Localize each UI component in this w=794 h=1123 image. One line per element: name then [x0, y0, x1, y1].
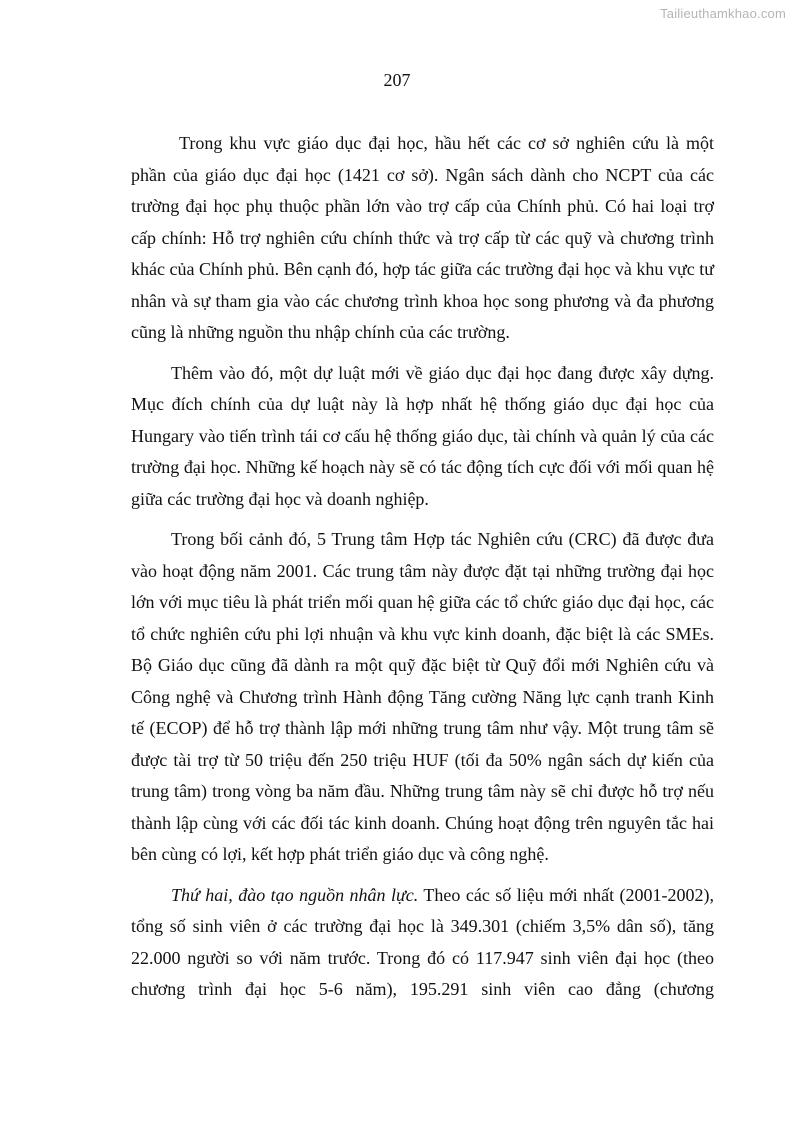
paragraph-1: Trong khu vực giáo dục đại học, hầu hết các cơ sở nghiên cứu là một phần của giáo dục đại học (1421 cơ sở). Ngân sách dành cho NCPT của các trường đại học phụ thuộc phần lớn vào trợ cấp của Chính phủ. Có hai loại trợ cấp chính: Hỗ trợ nghiên cứu chính thức và trợ cấp từ các quỹ và chương trình khác của Chính phủ. Bên cạnh đó, hợp tác giữa các trường đại học và khu vực tư nhân và sự tham gia vào các chương trình khoa học song phương và đa phương cũng là những nguồn thu nhập chính của các trường.	[131, 133, 714, 342]
paragraph-4	[131, 880, 714, 1006]
document-body	[131, 128, 714, 1006]
paragraph-2: Thêm vào đó, một dự luật mới về giáo dục đại học đang được xây dựng. Mục đích chính của dự luật này là hợp nhất hệ thống giáo dục đại học của Hungary vào tiến trình tái cơ cấu hệ thống giáo dục, tài chính và quản lý của các trường đại học. Những kế hoạch này sẽ có tác động tích cực đối với mối quan hệ giữa các trường đại học và doanh nghiệp.	[131, 362, 714, 509]
paragraph-3: Trong bối cảnh đó, 5 Trung tâm Hợp tác Nghiên cứu (CRC) đã được đưa vào hoạt động năm 2001. Các trung tâm này được đặt tại những trường đại học lớn với mục tiêu là phát triển mối quan hệ giữa các tổ chức giáo dục đại học, các tổ chức nghiên cứu phi lợi nhuận và khu vực kinh doanh, đặc biệt là các SMEs. Bộ Giáo dục cũng đã dành ra một quỹ đặc biệt từ Quỹ đổi mới Nghiên cứu và Công nghệ và Chương trình Hành động Tăng cường Năng lực cạnh tranh Kinh tế (ECOP) để hỗ trợ thành lập mới những trung tâm như vậy. Một trung tâm sẽ được tài trợ từ 50 triệu đến 250 triệu HUF (tối đa 50% ngân sách dự kiến của trung tâm) trong vòng ba năm đầu. Những trung tâm này sẽ chỉ được hỗ trợ nếu thành lập cùng với các đối tác kinh doanh. Chúng hoạt động trên nguyên tắc hai bên cùng có lợi, kết hợp phát triển giáo dục và công nghệ.	[131, 529, 714, 864]
page-number: 207	[383, 70, 411, 90]
paragraph-4-lead: Thứ hai, đào tạo nguồn nhân lực.	[171, 884, 419, 905]
watermark: Tailieuthamkhao.com	[660, 6, 786, 21]
paragraph-4-text: Theo các số liệu mới nhất (2001-2002), tổng số sinh viên ở các trường đại học là 349.301 (chiếm 3,5% dân số), tăng 22.000 người so với năm trước. Trong đó có 117.947 sinh viên đại học (theo chương trình đại học 5-6 năm), 195.291 sinh viên cao đẳng (chương	[131, 884, 715, 999]
